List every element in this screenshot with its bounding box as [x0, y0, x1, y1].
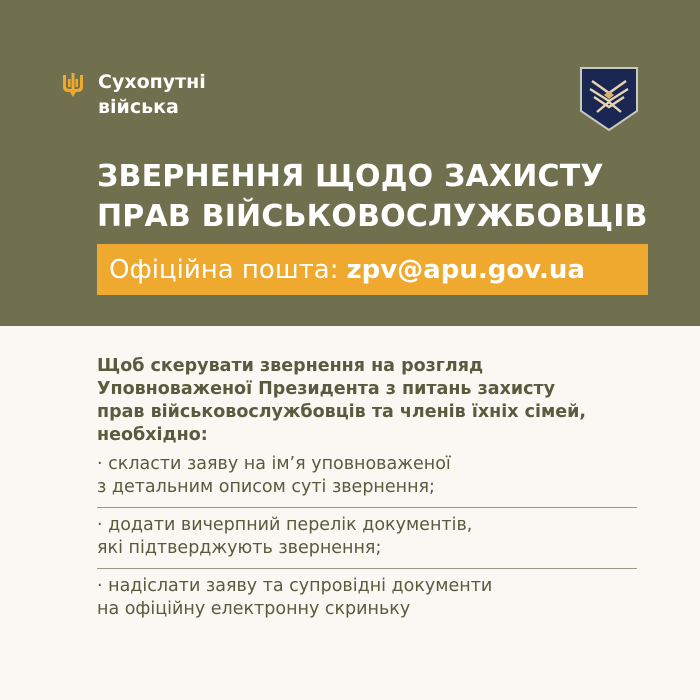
step-item — [97, 447, 642, 507]
intro-text — [97, 355, 642, 447]
step-item — [97, 508, 642, 568]
headline-line1: ЗВЕРНЕННЯ ЩОДО ЗАХИСТУ — [97, 159, 604, 194]
trident-icon — [62, 73, 84, 97]
intro-line: Уповноваженої Президента з питань захисту — [97, 379, 556, 399]
headline — [97, 157, 648, 237]
brand-name-line2: війська — [98, 96, 179, 118]
intro-line: прав військовослужбовців та членів їхніх сімей, — [97, 402, 587, 422]
email-address[interactable]: zpv@apu.gov.ua — [346, 254, 585, 285]
intro-line: Щоб скерувати звернення на розгляд — [97, 356, 484, 376]
ground-forces-emblem — [580, 67, 638, 131]
step-line: · скласти заяву на ім’я уповноваженої — [97, 454, 451, 474]
headline-line2: ПРАВ ВІЙСЬКОВОСЛУЖБОВЦІВ — [97, 199, 648, 234]
step-line: на офіційну електронну скриньку — [97, 599, 411, 619]
step-line: які підтверджують звернення; — [97, 538, 382, 558]
step-line: з детальним описом суті звернення; — [97, 477, 435, 497]
step-item — [97, 569, 642, 629]
instructions — [97, 355, 642, 629]
email-label: Офіційна пошта: — [109, 254, 339, 285]
step-line: · надіслати заяву та супровідні документи — [97, 576, 493, 596]
brand — [62, 70, 206, 120]
email-banner — [97, 244, 648, 295]
intro-line: необхідно: — [97, 425, 208, 445]
brand-name-line1: Сухопутні — [98, 71, 206, 93]
header-panel — [0, 0, 700, 326]
step-line: · додати вичерпний перелік документів, — [97, 515, 473, 535]
